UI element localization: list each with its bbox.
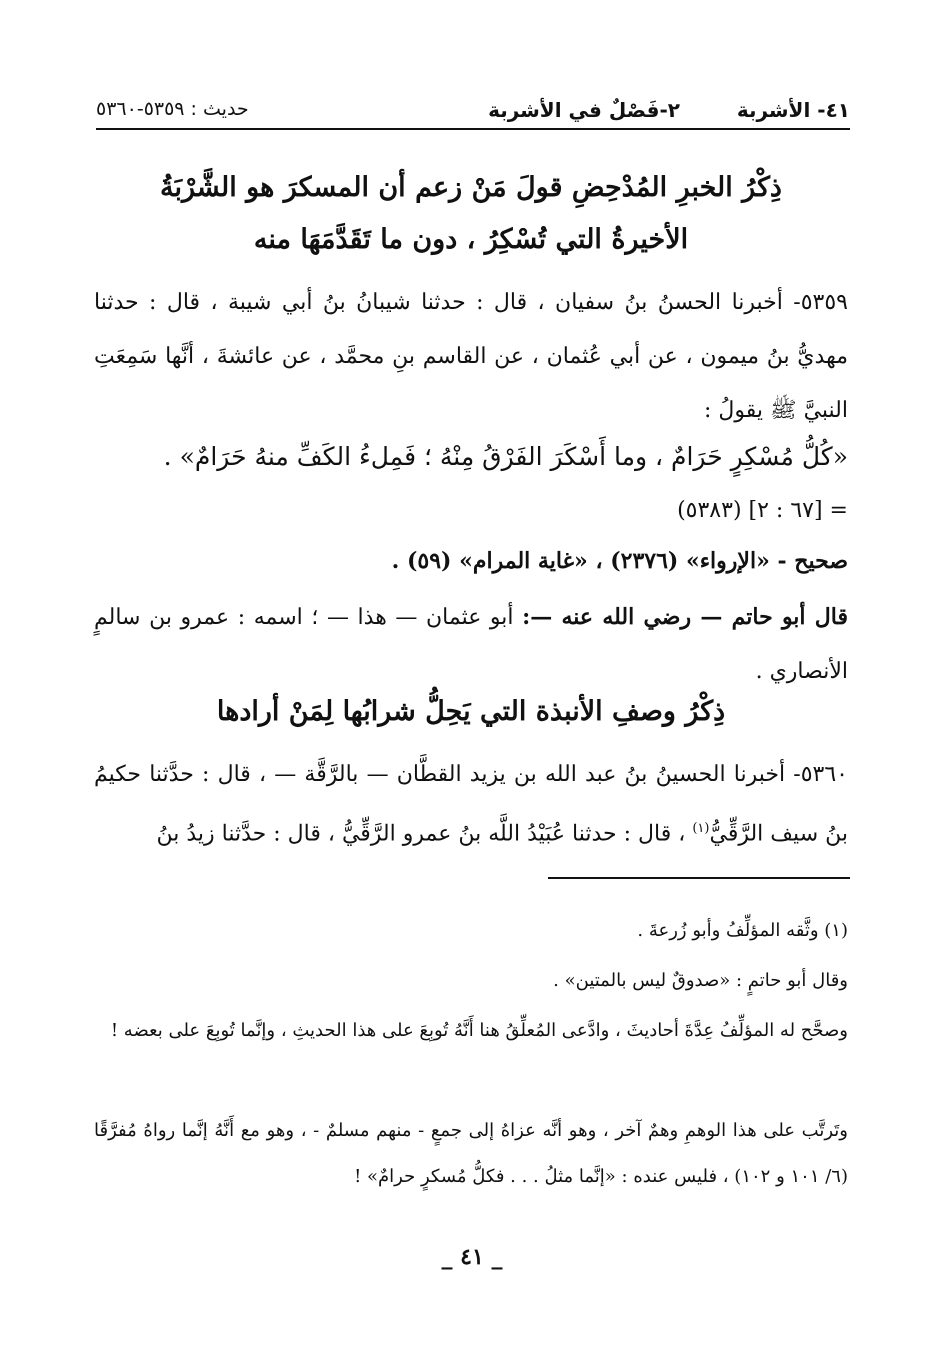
running-header bbox=[96, 92, 850, 130]
abu-hatim-lead: قال أبو حاتم — رضي الله عنه —: bbox=[522, 604, 849, 630]
abu-hatim-comment bbox=[94, 590, 848, 699]
header-book-title: ٤١- الأشربة bbox=[736, 98, 850, 122]
page-number: _ ٤١ _ bbox=[441, 1244, 503, 1270]
footnote-1-continuation-b: وصحَّح له المؤلِّفُ عِدَّةَ أحاديثَ ، وادَّعى المُعلِّقُ هنا أَنَّهُ تُوبِعَ على هذا الحديثِ ، وإنَّما تُوبِعَ على بعضه ! bbox=[110, 1020, 848, 1041]
header-chapter-title: ٢-فَصْلٌ في الأشربة bbox=[488, 98, 680, 122]
footnote-divider bbox=[548, 877, 850, 879]
hadith-5359-reference: = [٦٧ : ٢] (٥٣٨٣) bbox=[677, 498, 848, 523]
hadith-5360-text-end: ، قال : حدثنا عُبَيْدُ اللَّه بنُ عمرو الرَّقِّيُّ ، قال : حدَّثنا زيدُ بنُ bbox=[156, 821, 693, 847]
section-heading-1-line-1: ذِكْرُ الخبرِ المُدْحِضِ قولَ مَنْ زعم أن المسكرَ هو الشَّرْبَةُ bbox=[160, 172, 782, 203]
hadith-5360-text bbox=[94, 748, 848, 861]
footnote-1-continuation-c: وتَرتَّب على هذا الوهمِ وهمٌ آخر ، وهو أنَّه عزاهُ إلى جمعٍ - منهم مسلمٌ - ، وهو مع أَنَّهُ إنَّما رواهُ مُفرَّقًا (٦/ ١٠١ و ١٠٢) ، فليس عنده : «إنَّما مثلُ . . . فكلُّ مُسكرٍ حرامٌ» ! bbox=[94, 1120, 848, 1187]
abu-hatim-rest: أبو عثمان — هذا — ؛ اسمه : عمرو بن سالمٍ الأنصاري . bbox=[94, 605, 848, 684]
section-heading-2: ذِكْرُ وصفِ الأنبذة التي يَحِلُّ شرابُها لِمَنْ أرادها bbox=[216, 696, 726, 727]
hadith-5360-text-start: ٥٣٦٠- أخبرنا الحسينُ بنُ عبد الله بن يزيد القطَّان — بالرَّقَّة — ، قال : حدَّثنا حكيمُ بنُ سيف الرَّقِّيُّ bbox=[94, 762, 848, 847]
footnote-1: (١) وثَّقه المؤلِّفُ وأبو زُرعةَ . bbox=[637, 920, 848, 941]
hadith-5359-grading: صحيح - «الإرواء» (٢٣٧٦) ، «غاية المرام» (٥٩) . bbox=[391, 548, 848, 574]
hadith-5359-text: ٥٣٥٩- أخبرنا الحسنُ بنُ سفيان ، قال : حدثنا شيبانُ بنُ أبي شيبة ، قال : حدثنا مهديُّ بنُ ميمون ، عن أبي عُثمان ، عن القاسم بنِ محمَّد ، عن عائشةَ ، أنَّها سَمِعَتِ النبيَّ ﷺ يقولُ : bbox=[94, 290, 848, 423]
footnote-marker[interactable]: (١) bbox=[692, 821, 710, 836]
section-heading-1-line-2: الأخيرةُ التي تُسْكِرُ ، دون ما تَقَدَّمَهَا منه bbox=[253, 224, 689, 255]
header-hadith-range: حديث : ٥٣٥٩-٥٣٦٠ bbox=[96, 98, 249, 120]
footnote-1-continuation-a: وقال أبو حاتمٍ : «صدوقٌ ليس بالمتين» . bbox=[553, 970, 848, 991]
hadith-5359-quote: «كُلُّ مُسْكِرٍ حَرَامٌ ، وما أَسْكَرَ الفَرْقُ مِنْهُ ؛ فَمِلءُ الكَفِّ منهُ حَرَامٌ» . bbox=[163, 442, 848, 471]
